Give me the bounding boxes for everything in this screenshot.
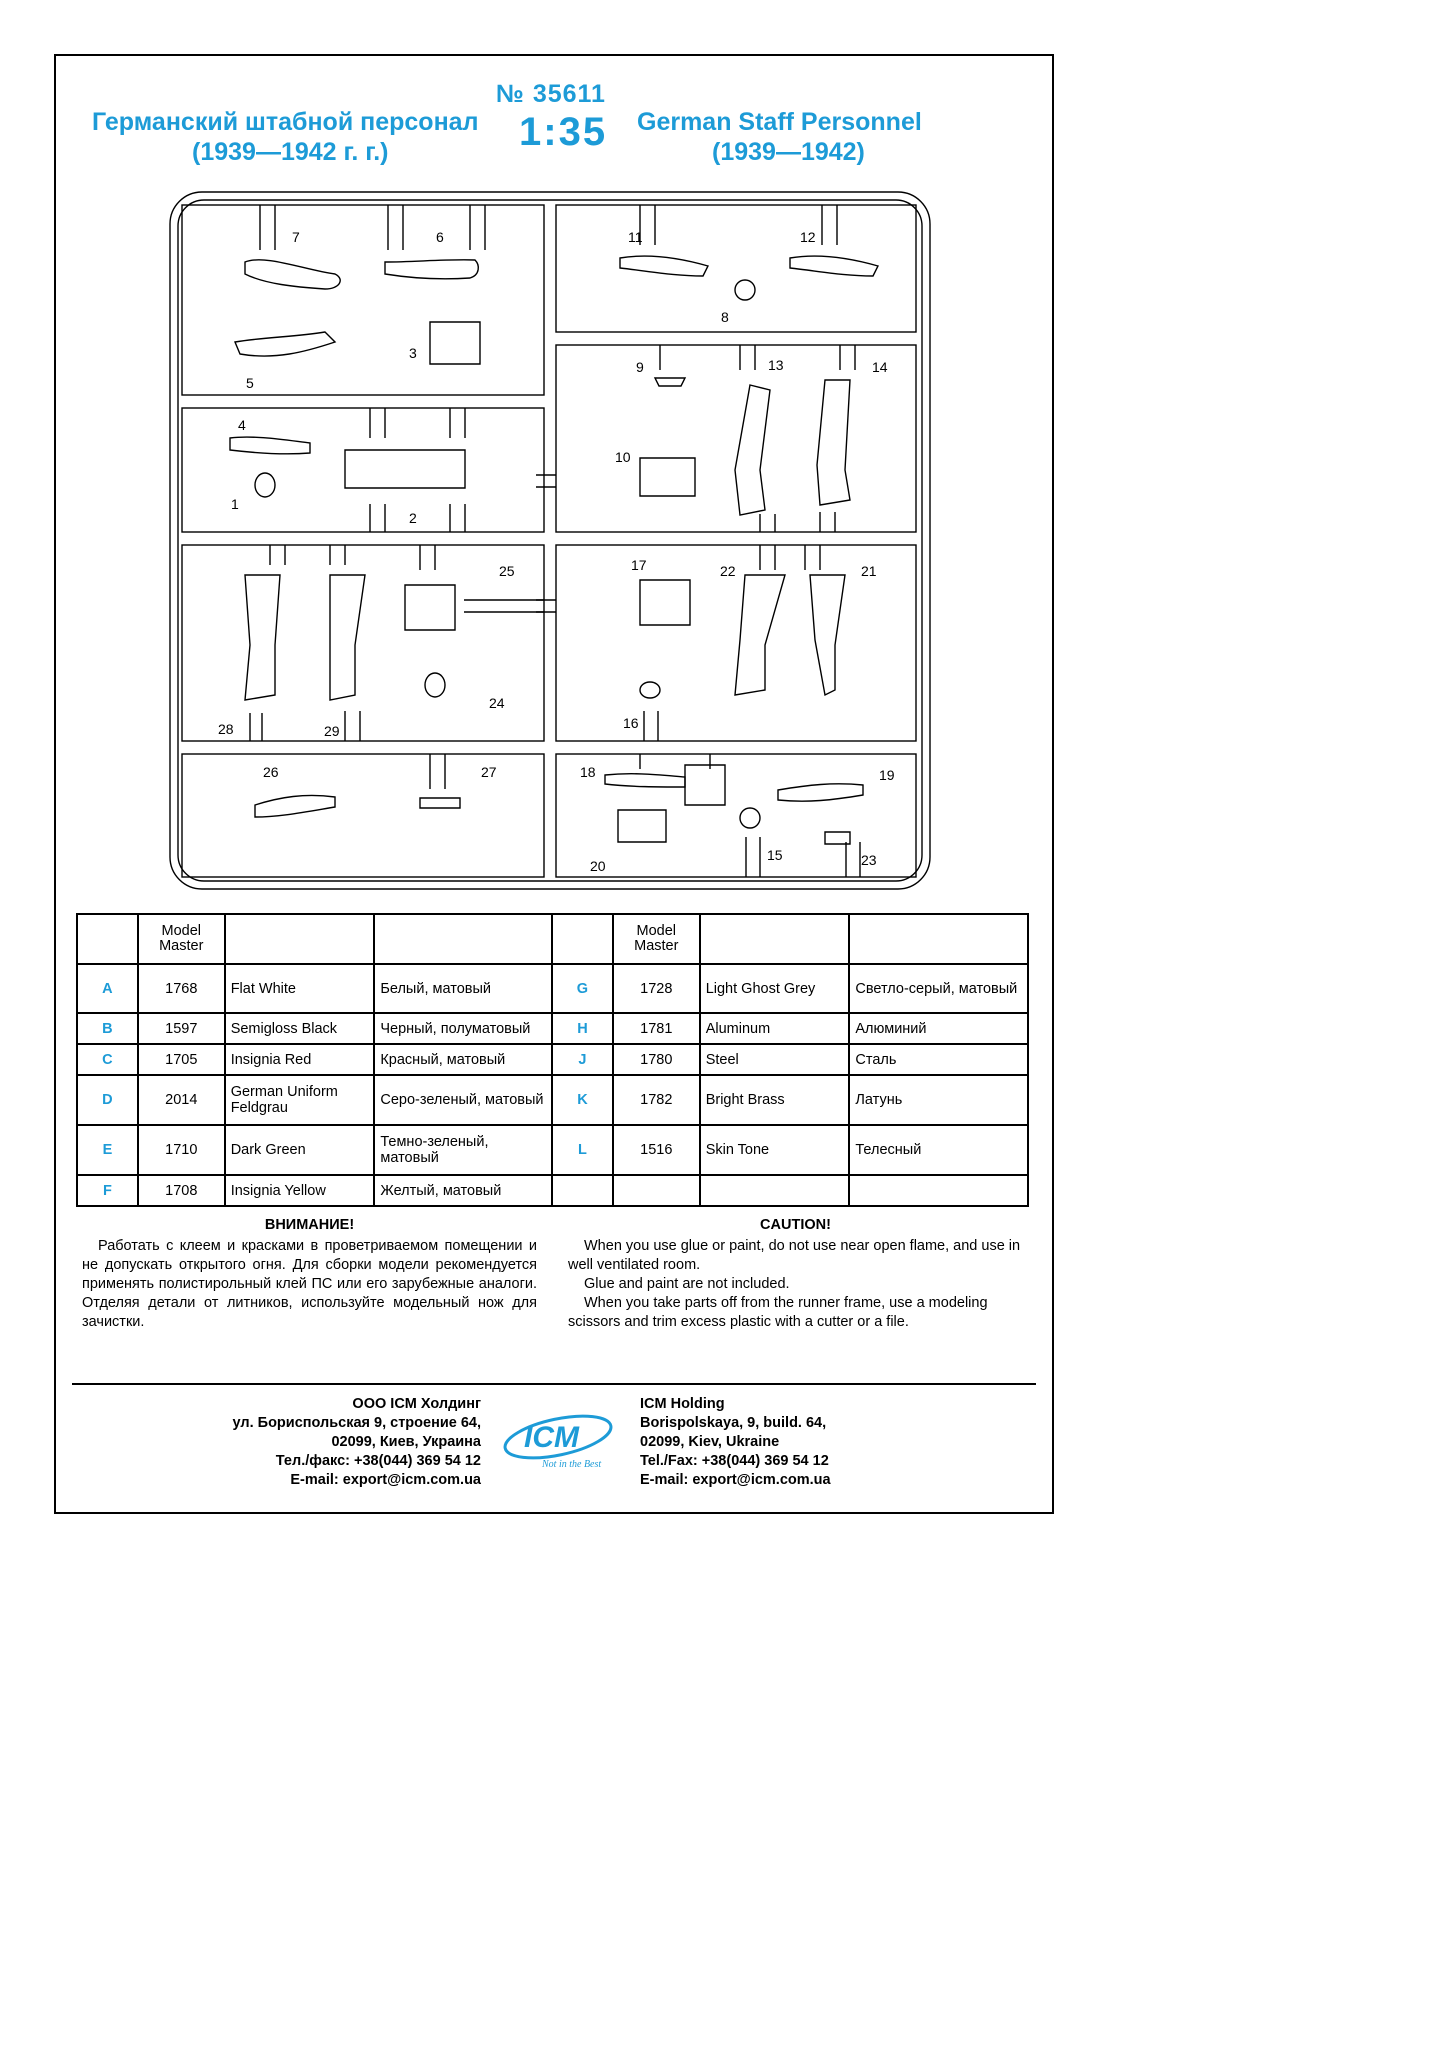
- table-row: F 1708 Insignia Yellow Желтый, матовый: [77, 1175, 1028, 1206]
- compartment: [182, 408, 544, 532]
- sprue-diagram: [0, 0, 1110, 900]
- part-number: 11: [628, 229, 643, 245]
- compartment: [556, 205, 916, 332]
- table-row: C 1705 Insignia Red Красный, матовый J 1780 Steel Сталь: [77, 1044, 1028, 1075]
- part-number: 20: [590, 858, 606, 874]
- table-row: A 1768 Flat White Белый, матовый G 1728 Light Ghost Grey Светло-серый, матовый: [77, 964, 1028, 1013]
- warning-en: [568, 1216, 1023, 1332]
- part-number: 21: [861, 563, 877, 579]
- part-number: 16: [623, 715, 639, 731]
- title-ru: Германский штабной персонал: [92, 108, 479, 136]
- part-number: 7: [292, 229, 300, 245]
- table-row: B 1597 Semigloss Black Черный, полуматовый H 1781 Aluminum Алюминий: [77, 1013, 1028, 1044]
- part-number: 18: [580, 764, 596, 780]
- part-number: 22: [720, 563, 736, 579]
- part-number: 8: [721, 309, 729, 325]
- address-en: ICM Holding Borispolskaya, 9, build. 64, 02099, Kiev, Ukraine Tel./Fax: +38(044) 369 54 12 E-mail: export@icm.com.ua: [640, 1395, 940, 1490]
- title-en: German Staff Personnel: [637, 108, 922, 136]
- part-number: 19: [879, 767, 895, 783]
- address-ru: ООО ICM Холдинг ул. Бориспольская 9, строение 64, 02099, Киев, Украина Тел./факс: +38(044) 369 54 12 E-mail: export@icm.com.ua: [200, 1395, 481, 1490]
- part-number: 5: [246, 375, 254, 391]
- table-header-row: [77, 914, 1028, 964]
- logo-text: ICM: [524, 1421, 579, 1454]
- part-number: 25: [499, 563, 515, 579]
- compartment: [556, 345, 916, 532]
- part-number: 15: [767, 847, 783, 863]
- warning-text-en-1: When you use glue or paint, do not use near open flame, and use in well ventilated room.: [568, 1238, 1021, 1273]
- part-number: 4: [238, 417, 246, 433]
- part-number: 27: [481, 764, 497, 780]
- warning-ru: [82, 1216, 537, 1332]
- table-row: E 1710 Dark Green Темно-зеленый, матовый L 1516 Skin Tone Телесный: [77, 1125, 1028, 1175]
- part-number: 13: [768, 357, 784, 373]
- model-master-header: Model Master: [138, 914, 225, 964]
- part-number: 9: [636, 359, 644, 375]
- warning-text-ru: Работать с клеем и красками в проветриваемом помещении и не допускать открытого огня. Для сборки модели рекомендуется применять полистирольный клей ПС или его зарубежные аналоги. Отделяя детали от литников, используйте модельный нож для зачистки.: [82, 1238, 537, 1330]
- table-row: D 2014 German Uniform Feldgrau Серо-зеленый, матовый K 1782 Bright Brass Латунь: [77, 1075, 1028, 1125]
- part-number: 17: [631, 557, 647, 573]
- warning-title-en: CAUTION!: [760, 1217, 831, 1233]
- years-en: (1939—1942): [712, 138, 865, 166]
- scale-label: 1:35: [519, 110, 608, 154]
- catalog-number: № 35611: [496, 80, 606, 108]
- warning-text-en-3: When you take parts off from the runner frame, use a modeling scissors and trim excess plastic with a cutter or a file.: [568, 1295, 988, 1330]
- warning-text-en-2: Glue and paint are not included.: [584, 1276, 790, 1292]
- part-number: 12: [800, 229, 816, 245]
- icm-logo: [500, 1405, 625, 1475]
- footer-divider: [72, 1383, 1036, 1385]
- part-number: 24: [489, 695, 505, 711]
- part-number: 23: [861, 852, 877, 868]
- part-number: 6: [436, 229, 444, 245]
- part-number: 29: [324, 723, 340, 739]
- years-ru: (1939—1942 г. г.): [192, 138, 389, 166]
- part-number: 2: [409, 510, 417, 526]
- paint-table: [76, 913, 1029, 1207]
- part-number: 10: [615, 449, 631, 465]
- part-number: 1: [231, 496, 239, 512]
- part-number: 26: [263, 764, 279, 780]
- warning-title-ru: ВНИМАНИЕ!: [264, 1217, 355, 1233]
- compartment: [182, 205, 544, 395]
- model-master-header: Model Master: [613, 914, 700, 964]
- part-number: 14: [872, 359, 888, 375]
- email-link[interactable]: E-mail: export@icm.com.ua: [290, 1472, 481, 1488]
- part-number: 3: [409, 345, 417, 361]
- part-number: 28: [218, 721, 234, 737]
- email-link[interactable]: E-mail: export@icm.com.ua: [640, 1472, 831, 1488]
- logo-slogan: Not in the Best: [542, 1459, 602, 1470]
